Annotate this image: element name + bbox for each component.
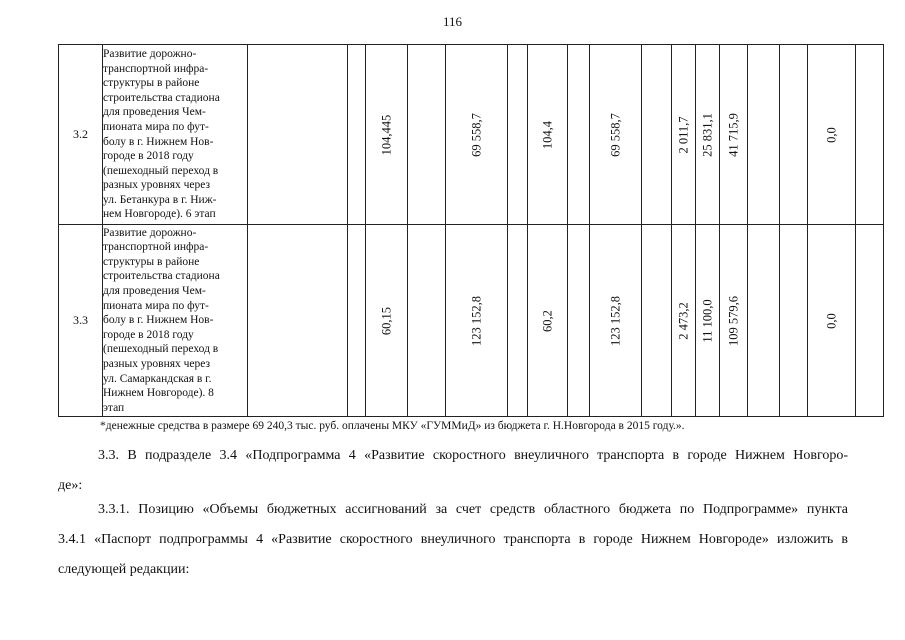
description-line: болу в г. Нижнем Нов- — [103, 314, 214, 327]
value-cell — [856, 225, 884, 417]
paragraph-line: де»: — [58, 478, 83, 493]
description-line: разных уровнях через — [103, 357, 211, 370]
value-text: 25 831,1 — [700, 112, 714, 157]
value-cell — [348, 45, 366, 225]
value-cell — [642, 45, 672, 225]
value-cell — [780, 45, 808, 225]
value-cell — [696, 225, 720, 417]
value-cell — [808, 225, 856, 417]
description-line: нем Новгороде). 6 этап — [103, 208, 216, 221]
value-cell — [248, 225, 348, 417]
description-line: структуры в районе — [103, 77, 200, 90]
paragraph-3-3 — [58, 441, 848, 501]
table-footnote: *денежные средства в размере 69 240,3 тыс. руб. оплачены МКУ «ГУММиД» из бюджета г. Н.Новгорода в 2015 году.». — [100, 420, 685, 432]
value-text: 41 715,9 — [726, 112, 740, 157]
description-line: разных уровнях через — [103, 179, 211, 192]
value-cell — [528, 225, 568, 417]
value-cell — [672, 45, 696, 225]
value-cell — [856, 45, 884, 225]
value-cell — [642, 225, 672, 417]
value-cell — [672, 225, 696, 417]
value-text: 123 152,8 — [608, 295, 622, 346]
value-cell — [508, 45, 528, 225]
value-cell — [446, 225, 508, 417]
description-line: для проведения Чем- — [103, 106, 206, 119]
paragraph-line: следующей редакции: — [58, 562, 190, 577]
paragraph-3-3-1 — [58, 495, 848, 585]
value-text: 0,0 — [824, 126, 838, 143]
value-text: 69 558,7 — [469, 112, 483, 157]
paragraph-line: 3.3. В подразделе 3.4 «Подпрограмма 4 «Развитие скоростного внеуличного транспорта в городе Нижнем Новгоро- — [98, 448, 848, 463]
description-line: Развитие дорожно- — [103, 226, 197, 239]
description-line: (пешеходный переход в — [103, 164, 219, 177]
table-row — [59, 45, 884, 225]
row-description — [103, 225, 248, 417]
page-number: 116 — [442, 14, 463, 29]
value-cell — [748, 225, 780, 417]
value-text: 109 579,6 — [726, 295, 740, 346]
value-text: 104,4 — [540, 120, 554, 149]
row-description — [103, 45, 248, 225]
value-cell — [748, 45, 780, 225]
description-line: пионата мира по фут- — [103, 120, 209, 133]
value-cell — [720, 225, 748, 417]
value-cell — [590, 225, 642, 417]
table-row — [59, 225, 884, 417]
value-cell — [696, 45, 720, 225]
value-cell — [808, 45, 856, 225]
value-cell — [408, 225, 446, 417]
row-number: 3.3 — [59, 225, 103, 417]
description-line: ул. Самаркандская в г. — [103, 372, 212, 385]
description-line: (пешеходный переход в — [103, 343, 219, 356]
value-cell — [446, 45, 508, 225]
value-cell — [590, 45, 642, 225]
description-line: для проведения Чем- — [103, 285, 206, 298]
description-line: Развитие дорожно- — [103, 47, 197, 60]
description-line: строительства стадиона — [103, 91, 220, 104]
description-line: пионата мира по фут- — [103, 299, 209, 312]
value-cell — [568, 45, 590, 225]
value-text: 2 011,7 — [676, 115, 690, 154]
paragraph-line: 3.4.1 «Паспорт подпрограммы 4 «Развитие скоростного внеуличного транспорта в городе Нижнем Новгороде» изложить в — [58, 532, 848, 547]
description-line: ул. Бетанкура в г. Ниж- — [103, 193, 217, 206]
description-line: болу в г. Нижнем Нов- — [103, 135, 214, 148]
value-cell — [408, 45, 446, 225]
value-cell — [348, 225, 366, 417]
value-cell — [366, 45, 408, 225]
row-number: 3.2 — [59, 45, 103, 225]
paragraph-line: 3.3.1. Позицию «Объемы бюджетных ассигнований за счет средств областного бюджета по Подпрограмме» пункта — [98, 502, 848, 517]
value-cell — [528, 45, 568, 225]
value-text: 11 100,0 — [700, 298, 714, 343]
description-line: структуры в районе — [103, 255, 200, 268]
description-line: транспортной инфра- — [103, 62, 209, 75]
value-cell — [248, 45, 348, 225]
value-text: 123 152,8 — [469, 295, 483, 346]
description-line: этап — [103, 401, 125, 414]
value-cell — [720, 45, 748, 225]
description-line: городе в 2018 году — [103, 150, 194, 163]
value-cell — [780, 225, 808, 417]
description-line: городе в 2018 году — [103, 328, 194, 341]
description-line: Нижнем Новгороде). 8 — [103, 387, 214, 400]
budget-table — [58, 44, 884, 417]
value-cell — [366, 225, 408, 417]
value-text: 69 558,7 — [608, 112, 622, 157]
value-cell — [508, 225, 528, 417]
description-line: строительства стадиона — [103, 270, 220, 283]
value-cell — [568, 225, 590, 417]
value-text: 2 473,2 — [676, 301, 690, 340]
value-text: 60,2 — [540, 309, 554, 332]
description-line: транспортной инфра- — [103, 241, 209, 254]
value-text: 104,445 — [379, 114, 393, 155]
value-text: 0,0 — [824, 312, 838, 329]
value-text: 60,15 — [379, 306, 393, 335]
